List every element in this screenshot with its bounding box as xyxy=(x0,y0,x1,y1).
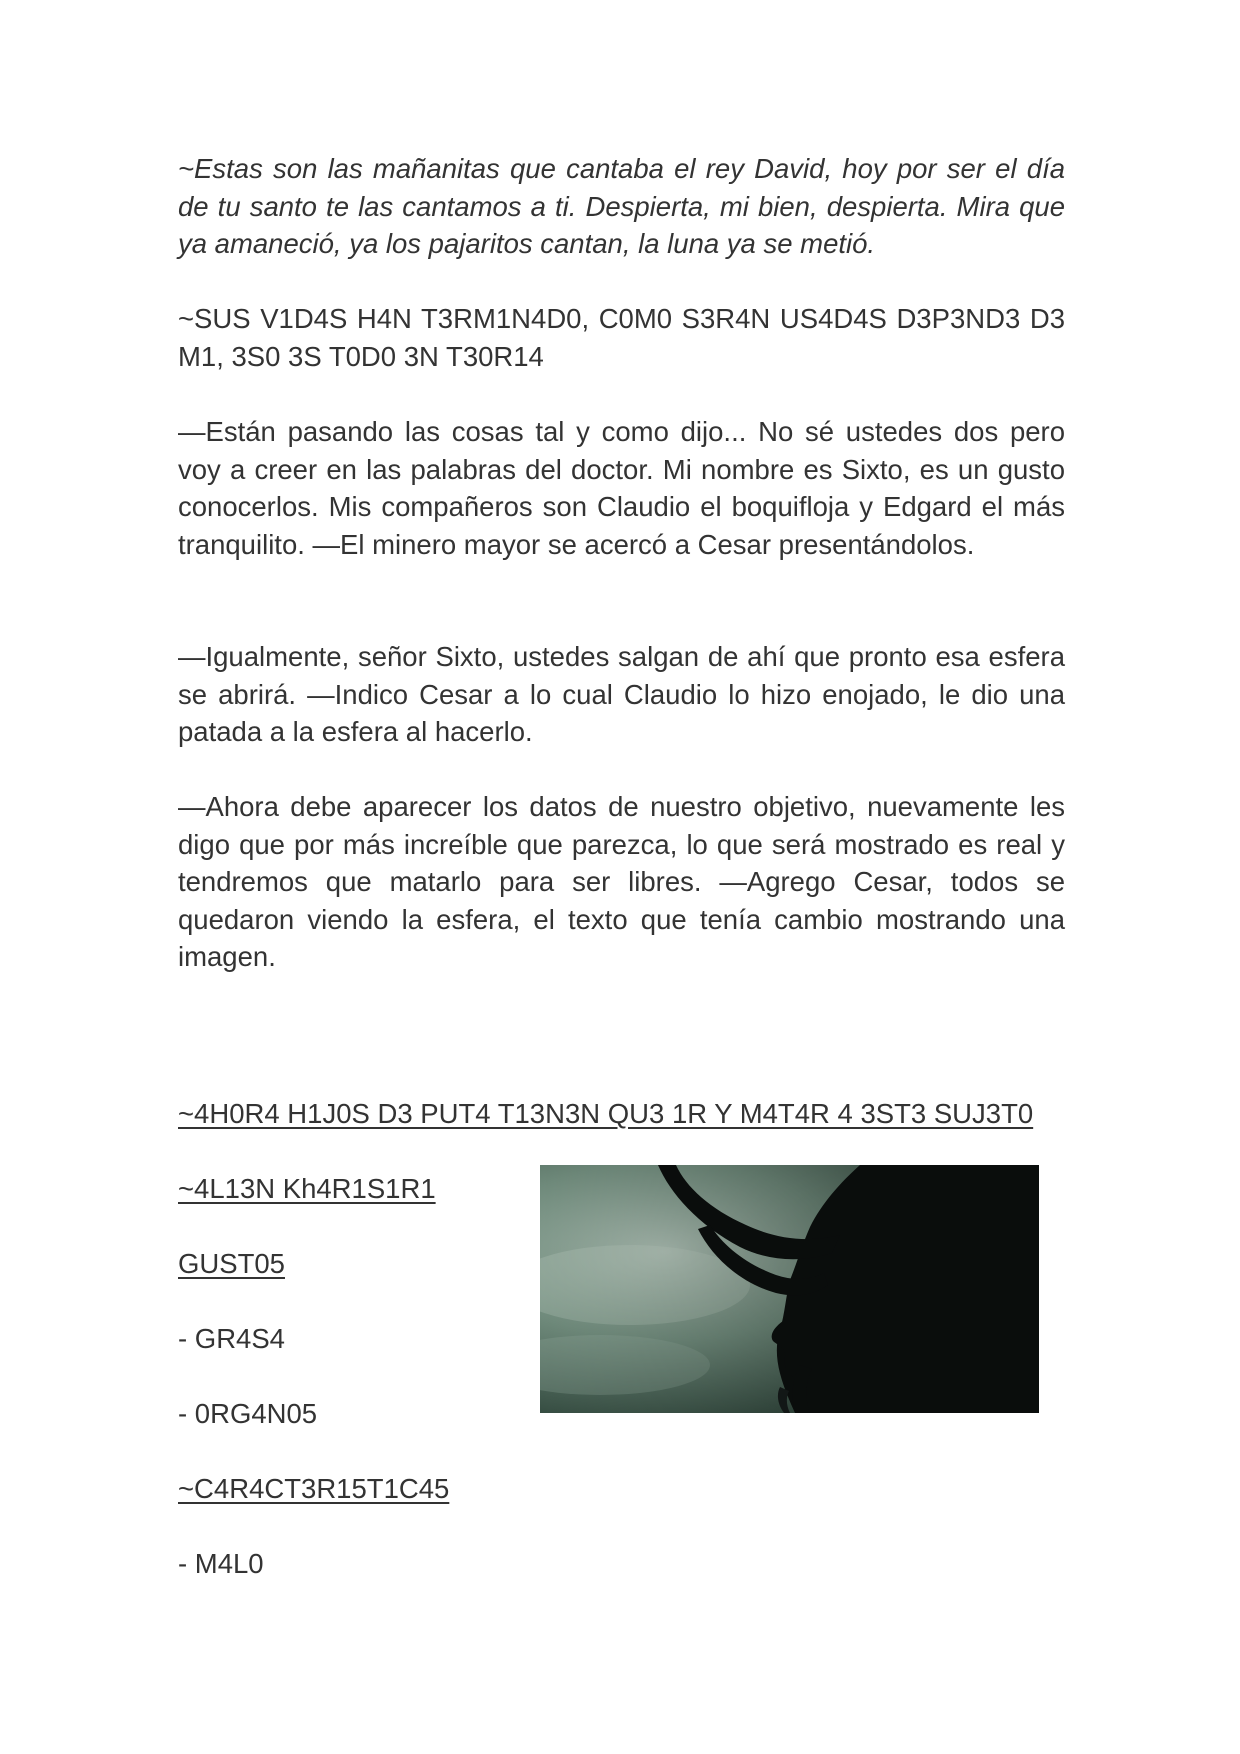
paragraph-target-data: —Ahora debe aparecer los datos de nuestro objetivo, nuevamente les digo que por más increíble que parezca, lo que será mostrado es real y tendremos que matarlo para ser libres. —Agrego Cesar, todos se quedaron viendo la esfera, el texto que tenía cambio mostrando una imagen. xyxy=(178,791,1065,972)
like-item: - GR4S4 xyxy=(178,1323,285,1354)
paragraph-lyrics: ~Estas son las mañanitas que cantaba el rey David, hoy por ser el día de tu santo te las cantamos a ti. Despierta, mi bien, despierta. Mira que ya amaneció, ya los pajaritos cantan, la luna ya se metió. xyxy=(178,153,1065,259)
silhouette-image xyxy=(540,1165,1039,1413)
likes-label: GUST05 xyxy=(178,1248,285,1279)
target-name: ~4L13N Kh4R1S1R1 xyxy=(178,1173,436,1204)
target-heading: ~4H0R4 H1J0S D3 PUT4 T13N3N QU3 1R Y M4T4R 4 3ST3 SUJ3T0 xyxy=(178,1098,1034,1129)
paragraph-sixto-intro: —Están pasando las cosas tal y como dijo... No sé ustedes dos pero voy a creer en las palabras del doctor. Mi nombre es Sixto, es un gusto conocerlos. Mis compañeros son Claudio el boquifloja y Edgard el más tranquilito. —El minero mayor se acercó a Cesar presentándolos. xyxy=(178,416,1065,560)
traits-label: ~C4R4CT3R15T1C45 xyxy=(178,1473,450,1504)
paragraph-cesar-warning: —Igualmente, señor Sixto, ustedes salgan de ahí que pronto esa esfera se abrirá. —Indico Cesar a lo cual Claudio lo hizo enojado, le dio una patada a la esfera al hacerlo. xyxy=(178,641,1065,747)
like-item: - 0RG4N05 xyxy=(178,1398,318,1429)
paragraph-system-message: ~SUS V1D4S H4N T3RM1N4D0, C0M0 S3R4N US4D4S D3P3ND3 D3 M1, 3S0 3S T0D0 3N T30R14 xyxy=(178,303,1065,372)
trait-item: - M4L0 xyxy=(178,1548,264,1579)
silhouette-photo xyxy=(540,1165,1039,1413)
